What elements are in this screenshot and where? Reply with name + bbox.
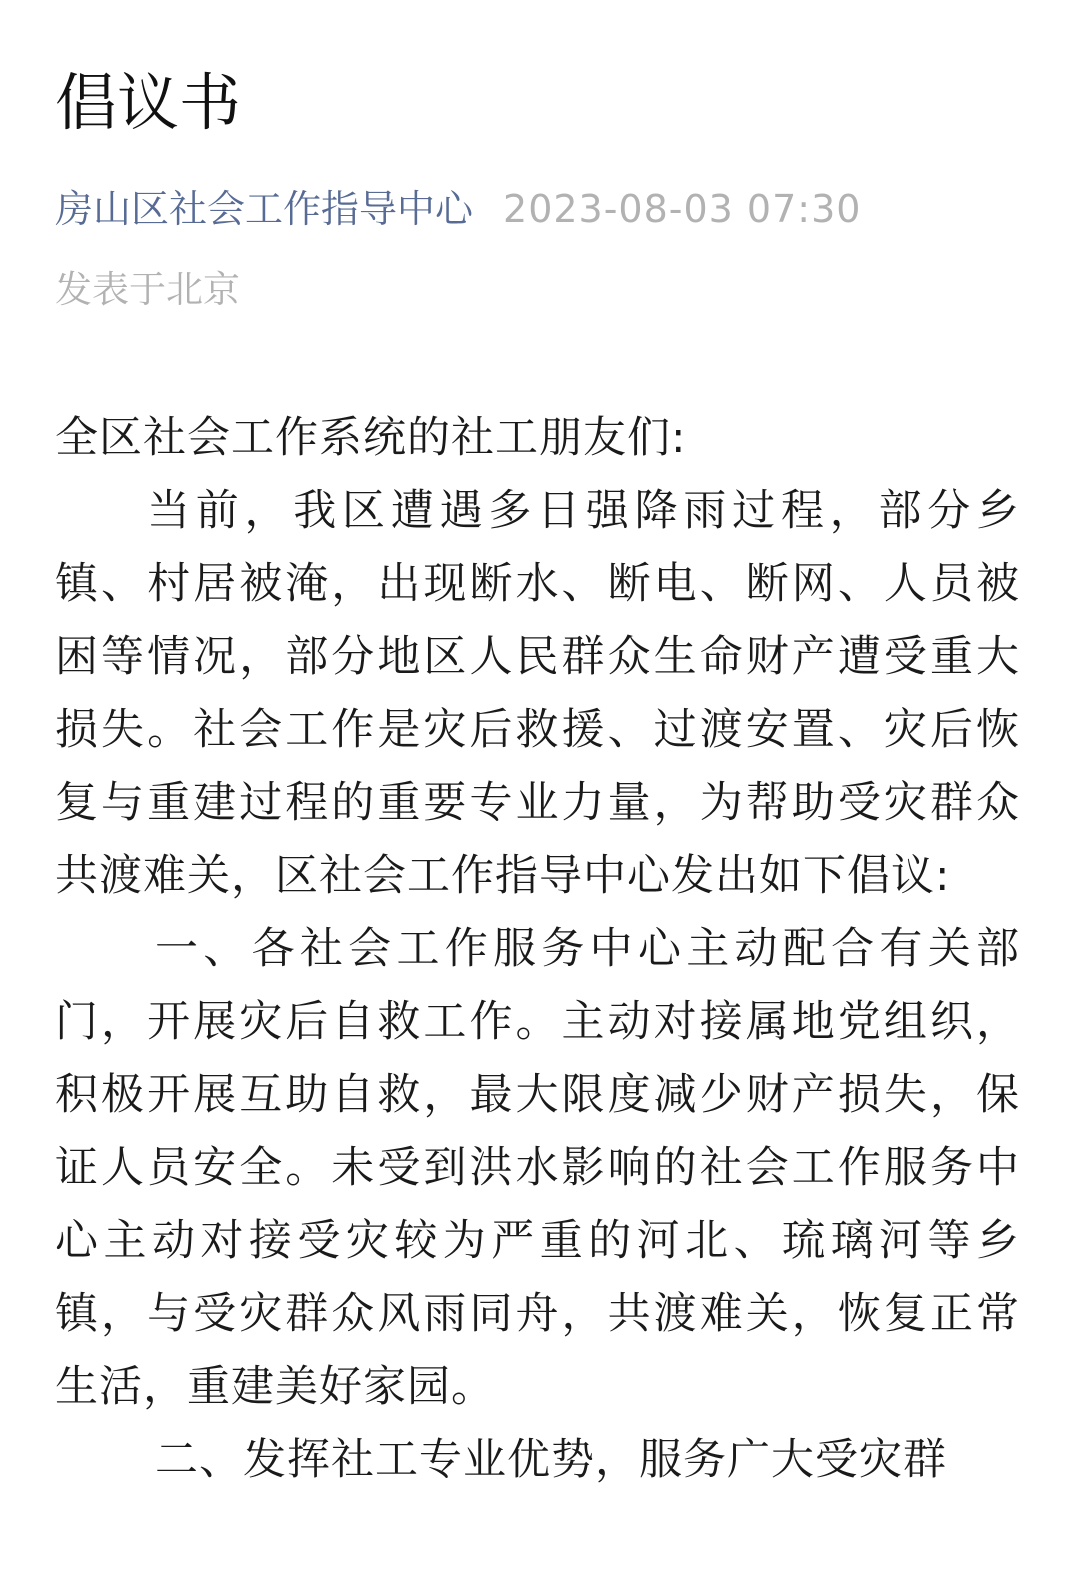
account-name-link[interactable]: 房山区社会工作指导中心	[55, 187, 474, 231]
salutation: 全区社会工作系统的社工朋友们:	[55, 413, 687, 463]
body-paragraph: 二、发挥社工专业优势，服务广大受灾群	[155, 1435, 947, 1485]
body-paragraph: 当前，我区遭遇多日强降雨过程，部分乡镇、村居被淹，出现断水、断电、断网、人员被困等情况，部分地区人民群众生命财产遭受重大损失。社会工作是灾后救援、过渡安置、灾后恢复与重建过程的重要专业力量，为帮助受灾群众共渡难关，区社会工作指导中心发出如下倡议:	[55, 486, 1020, 901]
article-meta	[55, 182, 861, 236]
article-title: 倡议书	[55, 66, 242, 139]
article-body	[55, 402, 1020, 1497]
publish-location: 发表于北京	[55, 268, 240, 311]
body-paragraph: 一、各社会工作服务中心主动配合有关部门，开展灾后自救工作。主动对接属地党组织，积极开展互助自救，最大限度减少财产损失，保证人员安全。未受到洪水影响的社会工作服务中心主动对接受灾较为严重的河北、琉璃河等乡镇，与受灾群众风雨同舟，共渡难关，恢复正常生活，重建美好家园。	[55, 924, 1020, 1412]
publish-time: 2023-08-03 07:30	[503, 187, 862, 231]
